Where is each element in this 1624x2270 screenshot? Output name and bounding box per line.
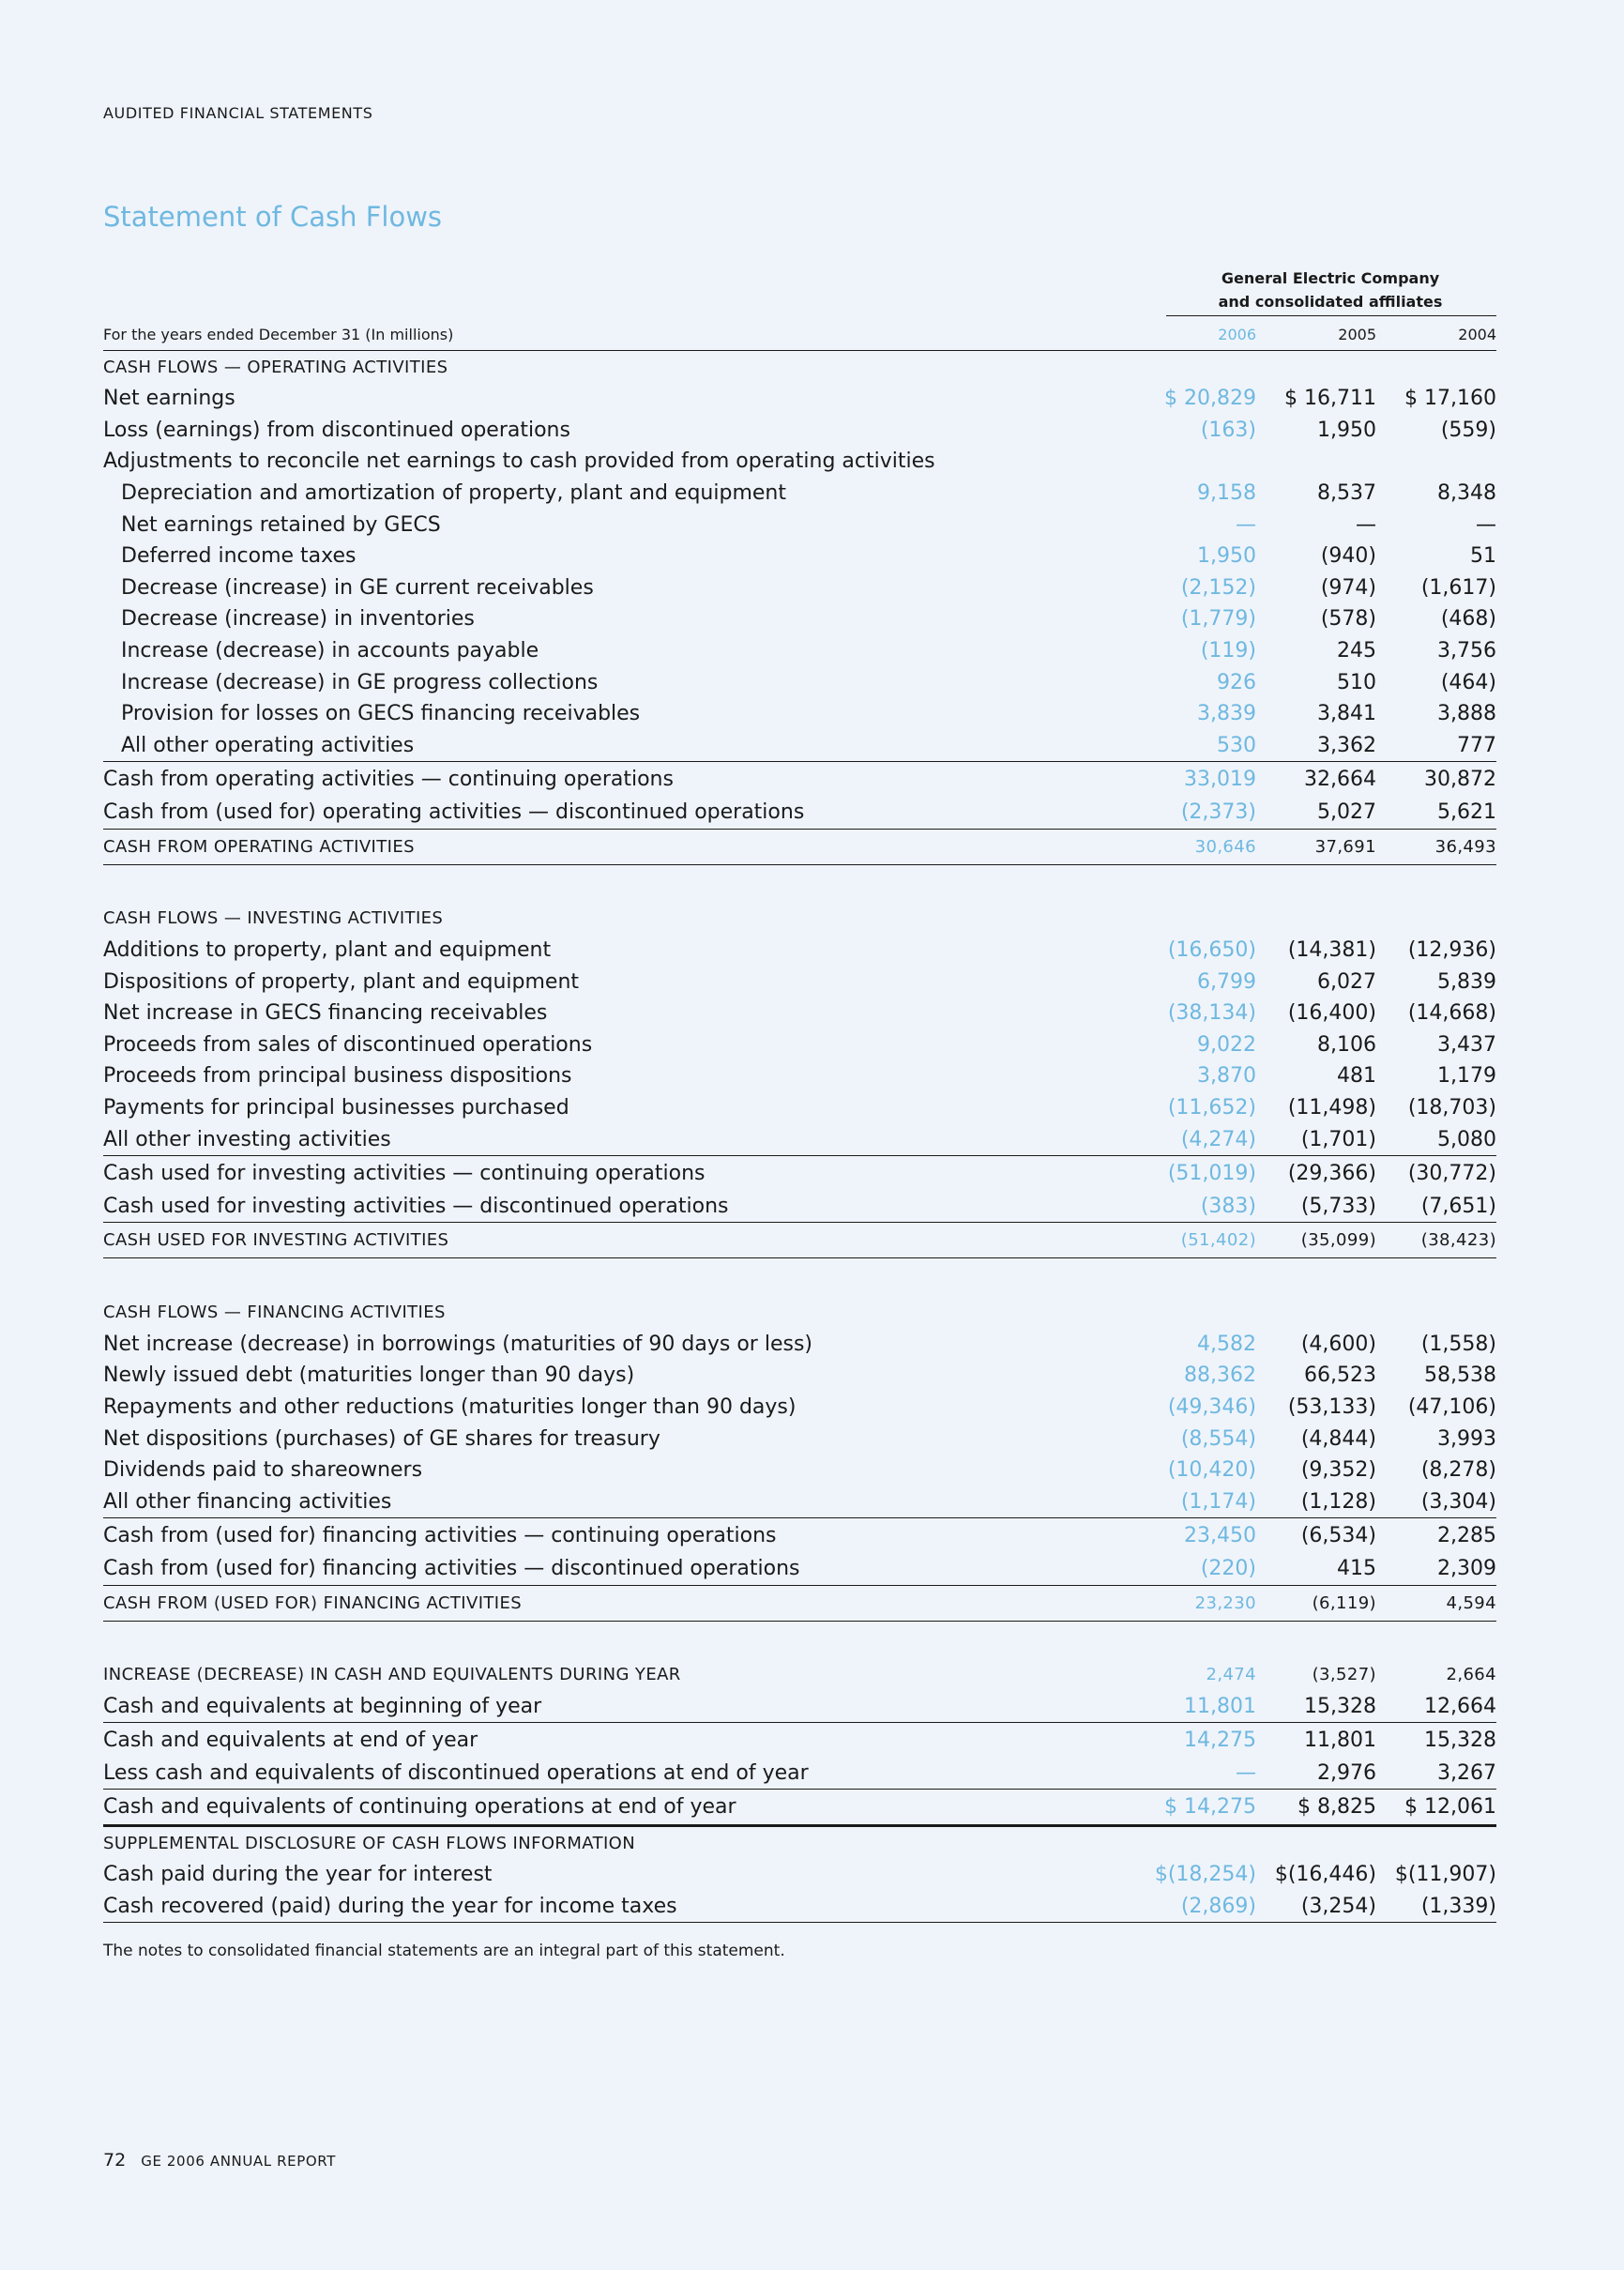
table-row [103,797,1496,829]
value-2005: (9,352) [1300,1458,1376,1483]
group-header-line1: General Electric Company [1221,269,1440,287]
table-row [103,1859,1496,1891]
section-spacer [103,1622,1496,1659]
value-2006: 1,950 [1197,544,1256,569]
row-label: Dividends paid to shareowners [103,1458,423,1483]
value-2005: (1,128) [1300,1489,1376,1514]
total-row [103,1222,1496,1258]
section-spacer [103,865,1496,903]
table-row [103,478,1496,510]
row-label: CASH FLOWS — OPERATING ACTIVITIES [103,357,448,377]
value-2004: 3,756 [1437,639,1496,663]
value-2004: 3,437 [1437,1032,1496,1057]
value-2005: (6,119) [1312,1592,1376,1613]
row-label: Additions to property, plant and equipment [103,938,552,963]
value-2006: 9,022 [1197,1032,1256,1057]
row-label: CASH FROM (USED FOR) FINANCING ACTIVITIES [103,1592,523,1613]
total-row [103,1659,1496,1691]
table-row [103,603,1496,635]
row-label: Provision for losses on GECS financing receivables [121,702,641,726]
row-label: Decrease (increase) in inventories [121,607,475,632]
section-heading-row [103,1296,1496,1328]
value-2006: (51,019) [1167,1161,1256,1185]
table-row [103,1455,1496,1486]
table-row [103,1485,1496,1517]
value-2006: 2,474 [1206,1664,1256,1684]
row-label: Cash paid during the year for interest [103,1863,493,1887]
value-2004: 8,348 [1437,481,1496,506]
value-2006: 30,646 [1194,836,1256,857]
row-label: Repayments and other reductions (maturities longer than 90 days) [103,1394,797,1419]
value-2006: (2,869) [1180,1894,1256,1918]
value-2006: (49,346) [1167,1394,1256,1419]
value-2005: 6,027 [1317,969,1376,994]
row-label: Payments for principal businesses purchased [103,1095,569,1120]
value-2005: 3,841 [1317,702,1376,726]
table-row [103,1123,1496,1155]
value-2005: (11,498) [1287,1095,1376,1120]
row-label: All other investing activities [103,1127,391,1151]
value-2004: 777 [1457,733,1496,757]
value-2006: 33,019 [1184,768,1256,792]
value-2004: 4,594 [1446,1592,1496,1613]
value-2004: (1,339) [1420,1894,1496,1918]
table-row [103,730,1496,762]
value-2005: (6,534) [1300,1524,1376,1548]
value-2006: 3,839 [1197,702,1256,726]
value-2004: 3,993 [1437,1426,1496,1451]
value-2004: 5,080 [1437,1127,1496,1151]
value-2006: (16,650) [1167,938,1256,963]
value-2006: 23,450 [1184,1524,1256,1548]
value-2006: $ 14,275 [1164,1795,1256,1820]
table-row [103,698,1496,730]
value-2006: 11,801 [1184,1694,1256,1718]
value-2005: (1,701) [1300,1127,1376,1151]
value-2004: 3,888 [1437,702,1496,726]
value-2004: (3,304) [1420,1489,1496,1514]
table-row [103,966,1496,998]
table-row [103,1722,1496,1758]
row-label: Cash recovered (paid) during the year for income taxes [103,1894,677,1918]
footnote: The notes to consolidated financial statements are an integral part of this statement. [103,1942,785,1960]
row-label: CASH FLOWS — FINANCING ACTIVITIES [103,1302,446,1322]
value-2006: 14,275 [1184,1728,1256,1752]
value-2006: (1,779) [1180,607,1256,632]
section-heading-row [103,903,1496,935]
value-2006: 6,799 [1197,969,1256,994]
row-label: Net increase (decrease) in borrowings (maturities of 90 days or less) [103,1332,812,1356]
row-label: Deferred income taxes [121,544,357,569]
total-row [103,1585,1496,1622]
value-2006: (2,373) [1180,800,1256,825]
value-2005: (14,381) [1287,938,1376,963]
value-2006: (11,652) [1167,1095,1256,1120]
table-row [103,666,1496,698]
value-2004: 51 [1470,544,1496,569]
value-2005: (4,600) [1300,1332,1376,1356]
value-2005: 8,106 [1317,1032,1376,1057]
column-header-row [103,319,1496,351]
row-label: Cash from (used for) financing activities — continuing operations [103,1524,777,1548]
value-2004: — [1476,512,1496,537]
value-2004: (8,278) [1420,1458,1496,1483]
value-2004: 2,664 [1446,1664,1496,1684]
row-label: Depreciation and amortization of property, plant and equipment [121,481,786,506]
value-2005: $ 8,825 [1298,1795,1376,1820]
value-2005: — [1356,512,1376,537]
value-2006: 926 [1217,670,1256,694]
value-2006: 88,362 [1184,1364,1256,1388]
table-row [103,998,1496,1029]
value-2004: (468) [1440,607,1496,632]
value-2004: 2,285 [1437,1524,1496,1548]
value-2006: $(18,254) [1154,1863,1256,1887]
row-label: Cash from operating activities — continuing operations [103,768,674,792]
table-row [103,1092,1496,1124]
page-title: Statement of Cash Flows [103,201,443,233]
value-2004: (12,936) [1407,938,1496,963]
row-label: Cash from (used for) financing activities — discontinued operations [103,1557,800,1581]
row-label: Dispositions of property, plant and equipment [103,969,580,994]
value-2005: 415 [1337,1557,1376,1581]
value-2004: (18,703) [1407,1095,1496,1120]
value-2005: 32,664 [1304,768,1376,792]
table-row [103,415,1496,447]
value-2006: (163) [1200,418,1256,442]
report-name: GE 2006 ANNUAL REPORT [141,2153,336,2170]
section-spacer [103,1258,1496,1296]
value-2006: — [1236,512,1256,537]
row-label: Adjustments to reconcile net earnings to cash provided from operating activities [103,449,935,474]
row-label: CASH FROM OPERATING ACTIVITIES [103,836,415,857]
row-label: Increase (decrease) in GE progress collections [121,670,599,694]
row-label: Proceeds from principal business dispositions [103,1064,572,1089]
year-header-2005: 2005 [1338,326,1376,343]
value-2005: 245 [1337,639,1376,663]
value-2005: 15,328 [1304,1694,1376,1718]
table-row [103,761,1496,797]
row-label: Cash and equivalents at end of year [103,1728,478,1752]
value-2005: 3,362 [1317,733,1376,757]
value-2005: $ 16,711 [1284,387,1376,411]
row-label: Cash used for investing activities — continuing operations [103,1161,706,1185]
group-header-rule [1166,315,1496,316]
table-row [103,1789,1496,1824]
value-2004: 3,267 [1437,1761,1496,1786]
row-label: INCREASE (DECREASE) IN CASH AND EQUIVALENTS DURING YEAR [103,1664,681,1684]
value-2005: (3,254) [1300,1894,1376,1918]
value-2006: (119) [1200,639,1256,663]
value-2005: 5,027 [1317,800,1376,825]
value-2004: $(11,907) [1394,1863,1496,1887]
value-2005: (940) [1320,544,1376,569]
table-row [103,1060,1496,1092]
value-2004: (38,423) [1420,1230,1496,1251]
table-row [103,572,1496,604]
value-2005: 2,976 [1317,1761,1376,1786]
row-label: Newly issued debt (maturities longer than 90 days) [103,1364,635,1388]
value-2005: (3,527) [1312,1664,1376,1684]
table-row [103,1191,1496,1223]
period-label: For the years ended December 31 (In millions) [103,326,454,343]
value-2006: (220) [1200,1557,1256,1581]
value-2005: 510 [1337,670,1376,694]
table-row [103,1029,1496,1061]
row-label: Cash used for investing activities — discontinued operations [103,1195,729,1219]
value-2004: 12,664 [1424,1694,1496,1718]
value-2006: (1,174) [1180,1489,1256,1514]
table-row [103,1155,1496,1191]
value-2005: 481 [1337,1064,1376,1089]
section-heading-row [103,351,1496,383]
table-row [103,1891,1496,1924]
row-label: All other financing activities [103,1489,392,1514]
group-header [1166,267,1495,313]
row-label: Net earnings [103,387,235,411]
table-row [103,635,1496,667]
cash-flow-table [103,319,1496,1923]
value-2004: 58,538 [1424,1364,1496,1388]
value-2006: 530 [1217,733,1256,757]
value-2004: 30,872 [1424,768,1496,792]
value-2005: 66,523 [1304,1364,1376,1388]
value-2004: (7,651) [1420,1195,1496,1219]
row-label: Increase (decrease) in accounts payable [121,639,539,663]
value-2005: 1,950 [1317,418,1376,442]
row-label: Cash and equivalents of continuing operations at end of year [103,1795,736,1820]
row-label: Less cash and equivalents of discontinued operations at end of year [103,1761,809,1786]
row-label: Net dispositions (purchases) of GE shares for treasury [103,1426,660,1451]
page-number: 72 [103,2150,127,2171]
value-2004: (559) [1440,418,1496,442]
value-2004: $ 12,061 [1404,1795,1496,1820]
value-2004: 5,621 [1437,800,1496,825]
value-2006: 9,158 [1197,481,1256,506]
value-2004: 15,328 [1424,1728,1496,1752]
row-label: Net increase in GECS financing receivables [103,1001,548,1026]
value-2004: 2,309 [1437,1557,1496,1581]
value-2004: (47,106) [1407,1394,1496,1419]
table-row [103,935,1496,967]
value-2004: 36,493 [1434,836,1496,857]
value-2006: 4,582 [1197,1332,1256,1356]
section-header: AUDITED FINANCIAL STATEMENTS [103,104,373,122]
value-2005: 8,537 [1317,481,1376,506]
value-2004: $ 17,160 [1404,387,1496,411]
value-2006: (38,134) [1167,1001,1256,1026]
value-2006: — [1236,1761,1256,1786]
row-label: Decrease (increase) in GE current receivables [121,575,594,600]
table-body [103,351,1496,1923]
value-2004: (1,617) [1420,575,1496,600]
value-2005: $(16,446) [1274,1863,1376,1887]
year-header-2004: 2004 [1458,326,1496,343]
table-row [103,1360,1496,1392]
table-row [103,383,1496,415]
row-label: CASH USED FOR INVESTING ACTIVITIES [103,1230,449,1251]
table-row [103,1517,1496,1553]
value-2006: (8,554) [1180,1426,1256,1451]
row-label: Net earnings retained by GECS [121,512,441,537]
value-2005: (4,844) [1300,1426,1376,1451]
table-row [103,446,1496,478]
value-2006: (10,420) [1167,1458,1256,1483]
value-2005: (16,400) [1287,1001,1376,1026]
value-2005: 37,691 [1314,836,1376,857]
value-2006: (51,402) [1180,1230,1256,1251]
value-2005: (29,366) [1287,1161,1376,1185]
value-2006: $ 20,829 [1164,387,1256,411]
value-2005: (974) [1320,575,1376,600]
value-2005: (5,733) [1300,1195,1376,1219]
row-label: Cash from (used for) operating activities — discontinued operations [103,800,805,825]
value-2004: 5,839 [1437,969,1496,994]
value-2006: 23,230 [1194,1592,1256,1613]
value-2005: (578) [1320,607,1376,632]
value-2004: (30,772) [1407,1161,1496,1185]
table-row [103,541,1496,572]
total-row [103,1824,1496,1859]
value-2004: (464) [1440,670,1496,694]
value-2006: (383) [1200,1195,1256,1219]
table-row [103,1392,1496,1424]
table-row [103,1690,1496,1722]
year-header-2006: 2006 [1218,326,1256,343]
row-label: All other operating activities [121,733,415,757]
value-2006: (4,274) [1180,1127,1256,1151]
total-row [103,829,1496,865]
table-row [103,509,1496,541]
value-2005: (35,099) [1300,1230,1376,1251]
table-row [103,1758,1496,1790]
value-2005: 11,801 [1304,1728,1376,1752]
table-row [103,1423,1496,1455]
value-2006: 3,870 [1197,1064,1256,1089]
value-2005: (53,133) [1287,1394,1376,1419]
group-header-line2: and consolidated affiliates [1218,293,1443,311]
value-2006: (2,152) [1180,575,1256,600]
value-2004: (1,558) [1420,1332,1496,1356]
table-row [103,1553,1496,1585]
row-label: Cash and equivalents at beginning of year [103,1694,542,1718]
row-label: SUPPLEMENTAL DISCLOSURE OF CASH FLOWS INFORMATION [103,1833,636,1853]
page-footer [103,2150,336,2171]
value-2004: (14,668) [1407,1001,1496,1026]
row-label: Loss (earnings) from discontinued operations [103,418,570,442]
row-label: Proceeds from sales of discontinued operations [103,1032,593,1057]
value-2004: 1,179 [1437,1064,1496,1089]
table-row [103,1328,1496,1360]
row-label: CASH FLOWS — INVESTING ACTIVITIES [103,908,444,929]
